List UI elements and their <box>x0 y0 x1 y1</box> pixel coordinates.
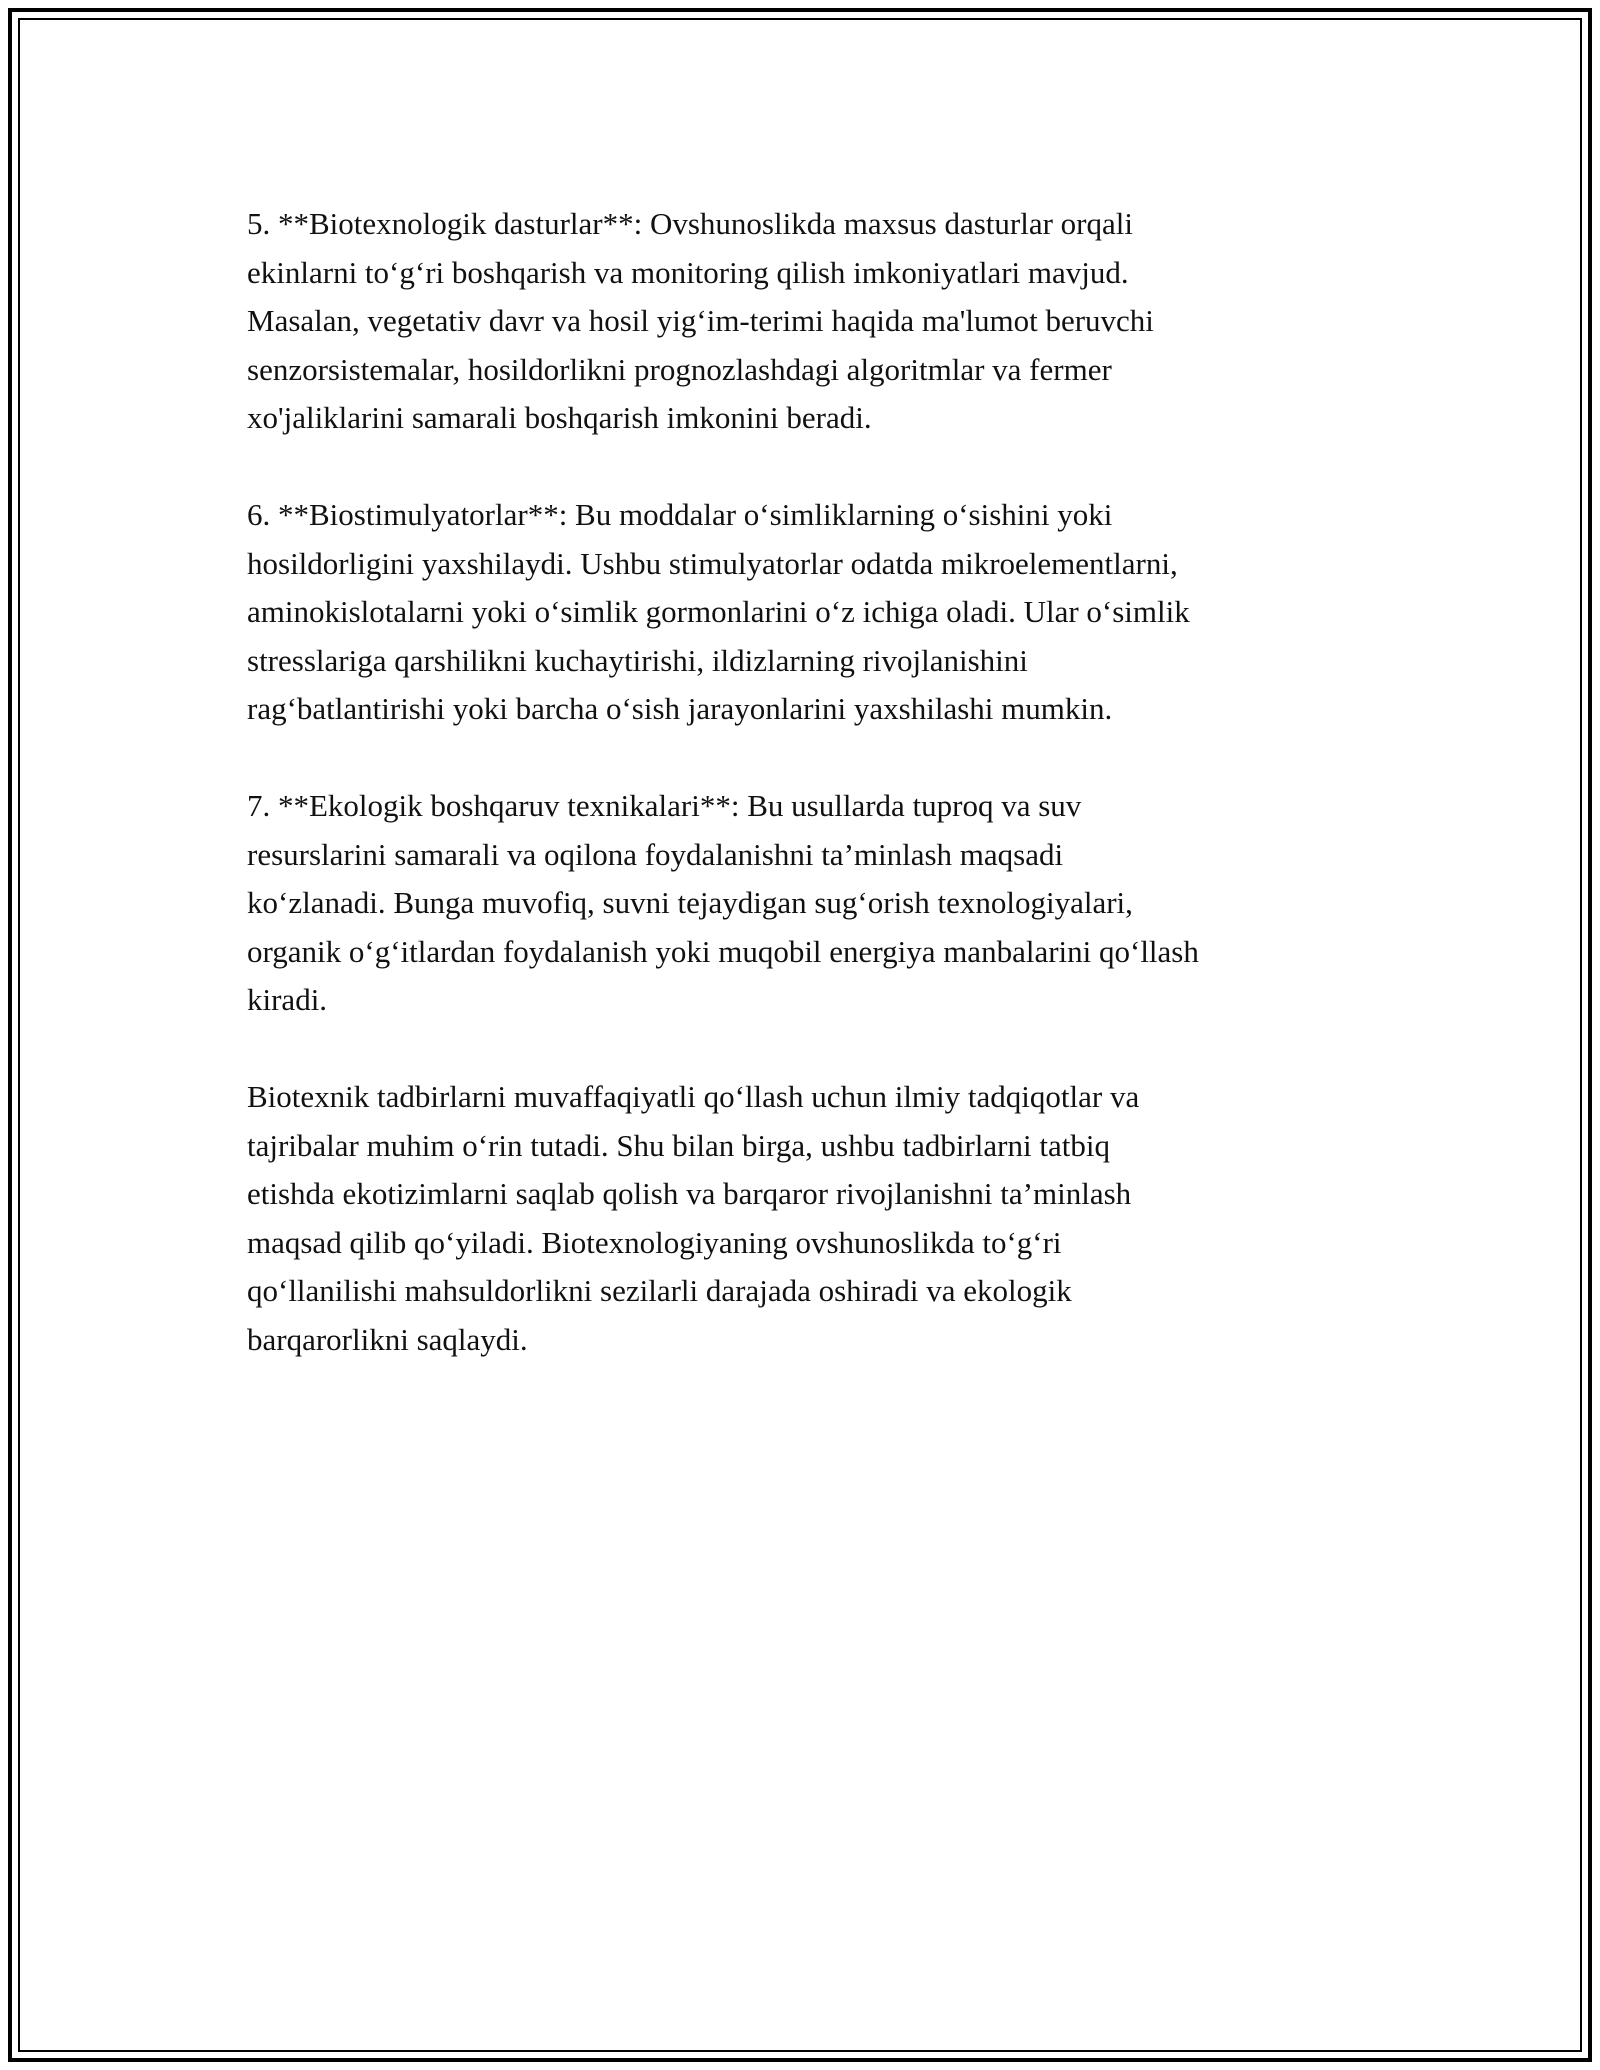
paragraph-ecological-management <box>247 782 1387 1025</box>
text-line: barqarorlikni saqlaydi. <box>247 1321 528 1357</box>
text-line: 7. **Ekologik boshqaruv texnikalari**: Bu usullarda tuproq va suv <box>247 788 1082 823</box>
text-line: aminokislotalarni yoki o‘simlik gormonlarini o‘z ichiga oladi. Ular o‘simlik <box>247 594 1190 629</box>
text-line: stresslariga qarshilikni kuchaytirishi, ildizlarning rivojlanishini <box>247 642 1028 678</box>
paragraph-biotechnology-programs <box>247 200 1387 443</box>
text-line: Biotexnik tadbirlarni muvaffaqiyatli qo‘llash uchun ilmiy tadqiqotlar va <box>247 1079 1140 1114</box>
text-line: ko‘zlanadi. Bunga muvofiq, suvni tejaydigan sug‘orish texnologiyalari, <box>247 885 1133 920</box>
page-frame <box>8 8 1592 2062</box>
text-line: qo‘llanilishi mahsuldorlikni sezilarli darajada oshiradi va ekologik <box>247 1273 1072 1308</box>
document-body <box>247 200 1387 1413</box>
text-line: xo'jaliklarini samarali boshqarish imkonini beradi. <box>247 400 872 435</box>
text-line: 6. **Biostimulyatorlar**: Bu moddalar o‘simliklarning o‘sishini yoki <box>247 497 1113 532</box>
text-line: resurslarini samarali va oqilona foydalanishni ta’minlash maqsadi <box>247 836 1064 872</box>
text-line: etishda ekotizimlarni saqlab qolish va barqaror rivojlanishni ta’minlash <box>247 1176 1132 1211</box>
text-line: maqsad qilib qo‘yiladi. Biotexnologiyaning ovshunoslikda to‘g‘ri <box>247 1224 1062 1260</box>
text-line: 5. **Biotexnologik dasturlar**: Ovshunoslikda maxsus dasturlar orqali <box>247 206 1133 241</box>
text-line: organik o‘g‘itlardan foydalanish yoki muqobil energiya manbalarini qo‘llash <box>247 933 1199 969</box>
text-line: senzorsistemalar, hosildorlikni prognozlashdagi algoritmlar va fermer <box>247 351 1112 387</box>
text-line: hosildorligini yaxshilaydi. Ushbu stimulyatorlar odatda mikroelementlarni, <box>247 545 1178 581</box>
paragraph-biostimulators <box>247 491 1387 734</box>
text-line: ekinlarni to‘g‘ri boshqarish va monitoring qilish imkoniyatlari mavjud. <box>247 254 1129 290</box>
paragraph-conclusion <box>247 1073 1387 1364</box>
text-line: tajribalar muhim o‘rin tutadi. Shu bilan birga, ushbu tadbirlarni tatbiq <box>247 1127 1110 1163</box>
text-line: kiradi. <box>247 982 328 1017</box>
text-line: rag‘batlantirishi yoki barcha o‘sish jarayonlarini yaxshilashi mumkin. <box>247 691 1113 726</box>
text-line: Masalan, vegetativ davr va hosil yig‘im-terimi haqida ma'lumot beruvchi <box>247 303 1154 338</box>
